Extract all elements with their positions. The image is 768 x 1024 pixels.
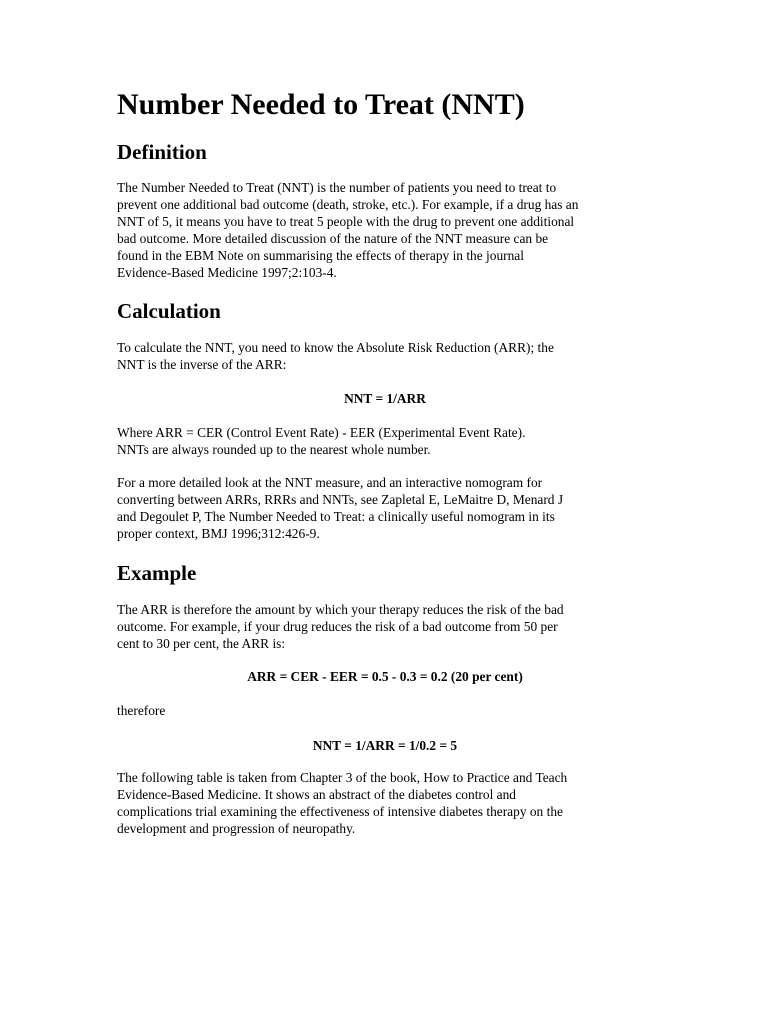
calculation-heading: Calculation xyxy=(117,299,221,323)
definition-heading: Definition xyxy=(117,140,207,164)
text-line: cent to 30 per cent, the ARR is: xyxy=(117,635,286,651)
text-line: The ARR is therefore the amount by which your therapy reduces the risk of the bad xyxy=(117,602,564,617)
text-line: NNTs are always rounded up to the nearest whole number. xyxy=(117,441,431,457)
definition-paragraph xyxy=(117,180,657,281)
text-line: The following table is taken from Chapter 3 of the book, How to Practice and Teach xyxy=(117,770,568,785)
text-line: converting between ARRs, RRRs and NNTs, see Zapletal E, LeMaitre D, Menard J xyxy=(117,491,564,507)
arr-formula: ARR = CER - EER = 0.5 - 0.3 = 0.2 (20 per cent) xyxy=(247,669,523,684)
nnt-formula: NNT = 1/ARR xyxy=(344,391,426,406)
text-line: Evidence-Based Medicine 1997;2:103-4. xyxy=(117,264,337,280)
example-intro-paragraph xyxy=(117,602,657,653)
text-line: and Degoulet P, The Number Needed to Treat: a clinically useful nomogram in its xyxy=(117,508,555,524)
text-line: NNT of 5, it means you have to treat 5 people with the drug to prevent one additional xyxy=(117,213,575,229)
example-heading: Example xyxy=(117,561,197,585)
text-line: To calculate the NNT, you need to know the Absolute Risk Reduction (ARR); the xyxy=(117,340,554,355)
text-line: The Number Needed to Treat (NNT) is the number of patients you need to treat to xyxy=(117,180,557,195)
text-line: bad outcome. More detailed discussion of the nature of the NNT measure can be xyxy=(117,230,549,246)
text-line: NNT is the inverse of the ARR: xyxy=(117,356,287,372)
text-line: Evidence-Based Medicine. It shows an abstract of the diabetes control and xyxy=(117,786,516,802)
calculation-reference-paragraph xyxy=(117,475,657,543)
text-line: outcome. For example, if your drug reduces the risk of a bad outcome from 50 per xyxy=(117,618,558,634)
nnt-result-formula: NNT = 1/ARR = 1/0.2 = 5 xyxy=(312,738,458,753)
text-line: therefore xyxy=(117,703,166,718)
text-line: complications trial examining the effectiveness of intensive diabetes therapy on the xyxy=(117,803,563,819)
text-line: found in the EBM Note on summarising the effects of therapy in the journal xyxy=(117,247,524,263)
page-title: Number Needed to Treat (NNT) xyxy=(117,88,525,121)
text-line: development and progression of neuropathy. xyxy=(117,820,356,836)
calculation-where-paragraph xyxy=(117,425,657,459)
text-line: prevent one additional bad outcome (death, stroke, etc.). For example, if a drug has an xyxy=(117,196,579,212)
table-intro-paragraph xyxy=(117,770,657,838)
therefore-text xyxy=(117,703,657,720)
text-line: For a more detailed look at the NNT measure, and an interactive nomogram for xyxy=(117,475,543,490)
calculation-intro-paragraph xyxy=(117,340,657,374)
text-line: Where ARR = CER (Control Event Rate) - EER (Experimental Event Rate). xyxy=(117,425,526,440)
text-line: proper context, BMJ 1996;312:426-9. xyxy=(117,525,320,541)
